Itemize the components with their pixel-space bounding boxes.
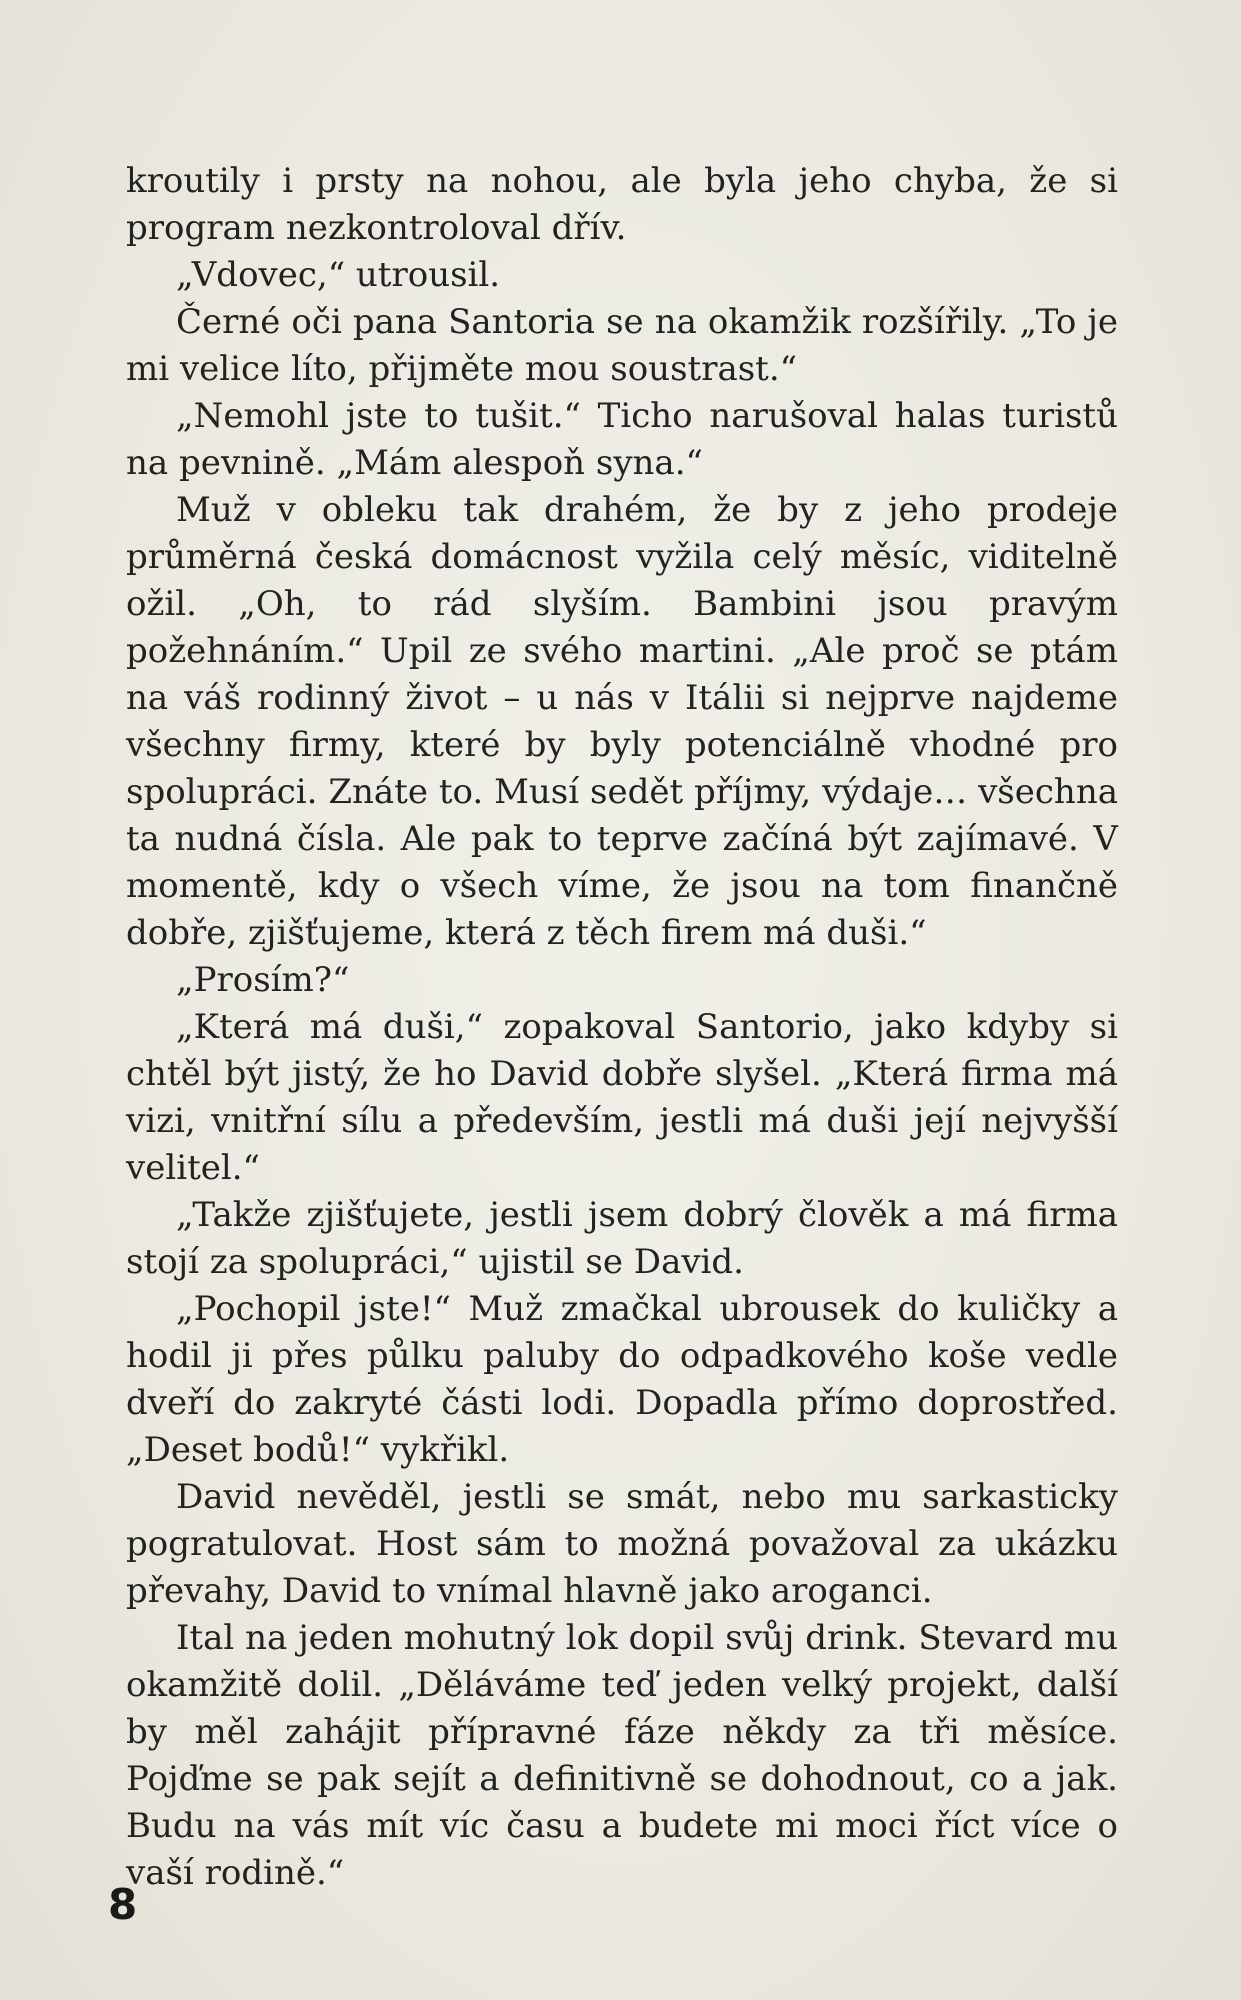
paragraph: kroutily i prsty na nohou, ale byla jeho chyba, že si program nezkontroloval dřív. [126, 161, 1118, 248]
paragraph: „Takže zjišťujete, jestli jsem dobrý člověk a má firma stojí za spolupráci,“ ujistil se David. [126, 1195, 1118, 1282]
paragraph: David nevěděl, jestli se smát, nebo mu sarkasticky pogratulovat. Host sám to možná považoval za ukázku převahy, David to vnímal hlavně jako aroganci. [126, 1477, 1118, 1611]
body-text [126, 158, 1118, 1897]
page-number: 8 [108, 1880, 138, 1929]
paragraph: „Která má duši,“ zopakoval Santorio, jako kdyby si chtěl být jistý, že ho David dobře slyšel. „Která firma má vizi, vnitřní sílu a především, jestli má duši její nejvyšší velitel.“ [126, 1007, 1118, 1188]
paragraph: Černé oči pana Santoria se na okamžik rozšířily. „To je mi velice líto, přijměte mou soustrast.“ [126, 302, 1118, 389]
paragraph: „Pochopil jste!“ Muž zmačkal ubrousek do kuličky a hodil ji přes půlku paluby do odpadkového koše vedle dveří do zakryté části lodi. Dopadla přímo doprostřed. „Deset bodů!“ vykřikl. [126, 1289, 1118, 1470]
paragraph: Ital na jeden mohutný lok dopil svůj drink. Stevard mu okamžitě dolil. „Děláváme teď jeden velký projekt, další by měl zahájit přípravné fáze někdy za tři měsíce. Pojďme se pak sejít a definitivně se dohodnout, co a jak. Budu na vás mít víc času a budete mi moci říct více o vaší rodině.“ [126, 1618, 1118, 1893]
paragraph: „Vdovec,“ utrousil. [176, 255, 501, 295]
paragraph: „Nemohl jste to tušit.“ Ticho narušoval halas turistů na pevnině. „Mám alespoň syna.“ [126, 396, 1118, 483]
paragraph: „Prosím?“ [176, 960, 350, 1000]
paragraph: Muž v obleku tak drahém, že by z jeho prodeje průměrná česká domácnost vyžila celý měsíc, viditelně ožil. „Oh, to rád slyším. Bambini jsou pravým požehnáním.“ Upil ze svého martini. „Ale proč se ptám na váš rodinný život – u nás v Itálii si nejprve najdeme všechny firmy, které by byly potenciálně vhodné pro spolupráci. Znáte to. Musí sedět příjmy, výdaje… všechna ta nudná čísla. Ale pak to teprve začíná být zajímavé. V momentě, kdy o všech víme, že jsou na tom finančně dobře, zjišťujeme, která z těch firem má duši.“ [126, 490, 1118, 953]
